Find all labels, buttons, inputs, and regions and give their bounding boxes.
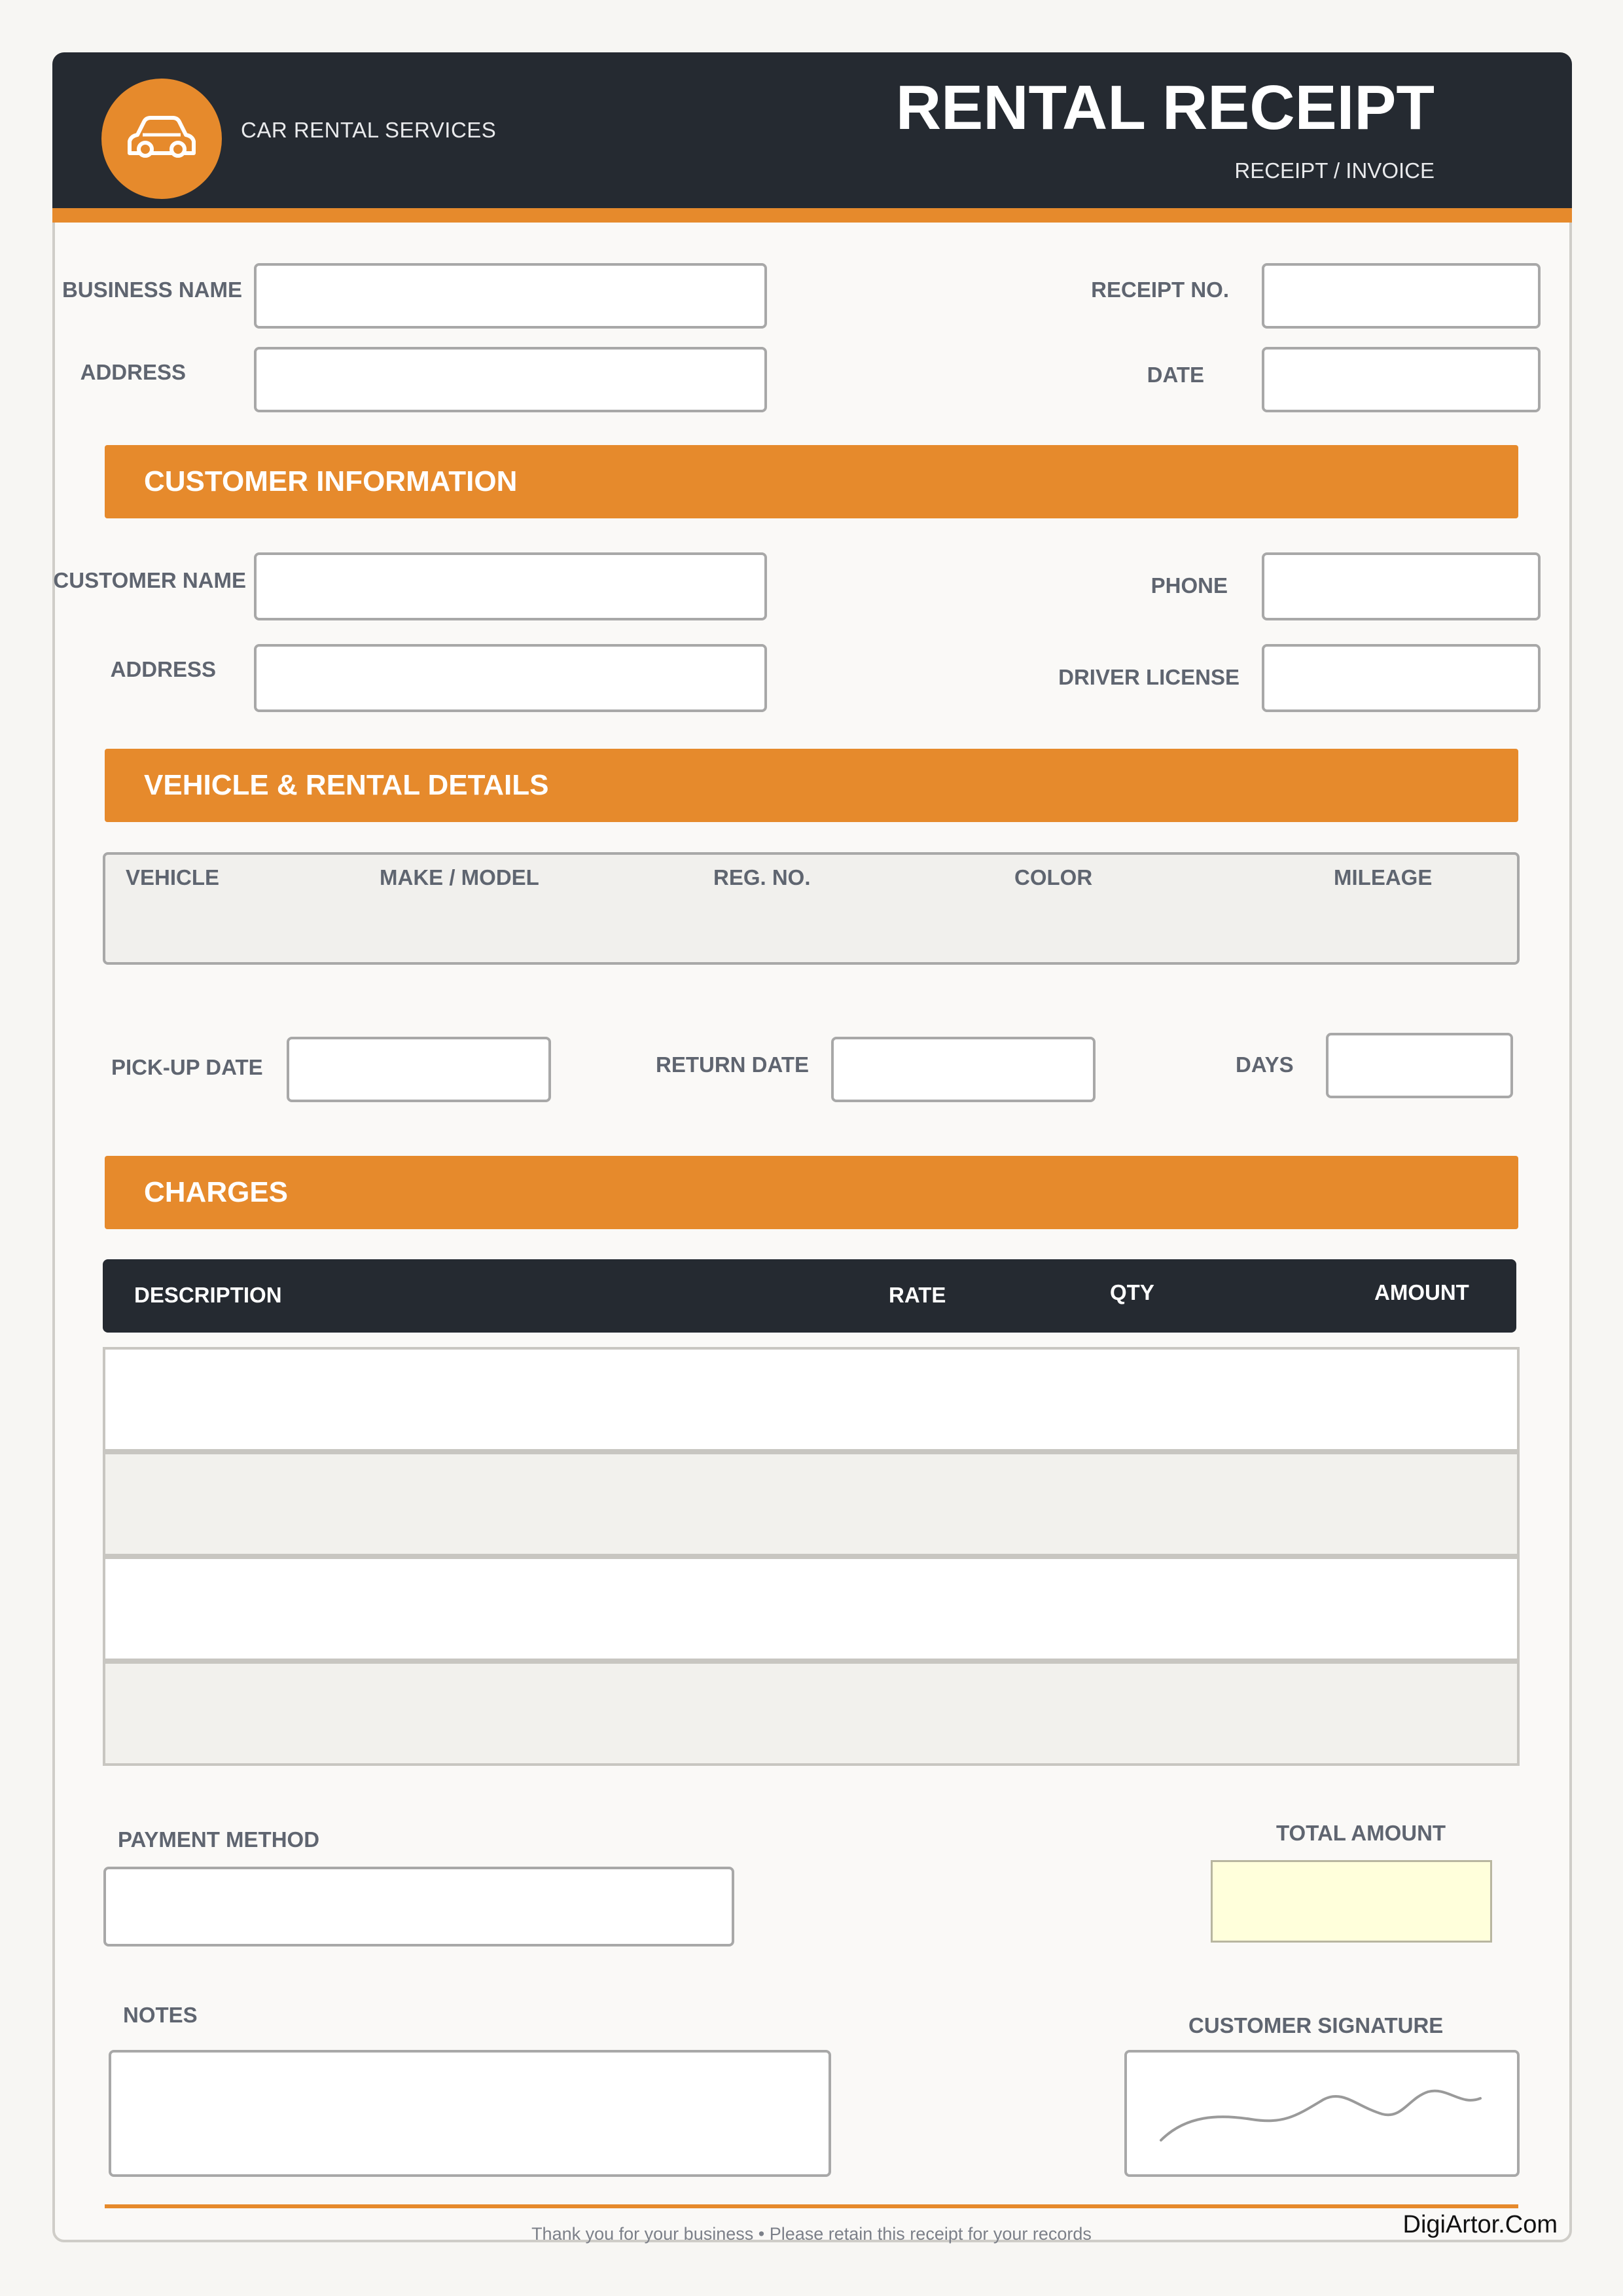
business-address-label: ADDRESS	[80, 360, 186, 384]
date-label: DATE	[1147, 363, 1204, 387]
total-amount-field[interactable]	[1211, 1860, 1492, 1943]
signature-scribble	[1127, 2053, 1517, 2174]
notes-field[interactable]	[109, 2050, 831, 2177]
charges-row[interactable]	[103, 1661, 1520, 1766]
return-date-label: RETURN DATE	[656, 1052, 810, 1077]
customer-name-field[interactable]	[254, 552, 767, 620]
pickup-date-field[interactable]	[287, 1037, 551, 1102]
charges-section-header	[105, 1156, 1518, 1229]
receipt-no-label: RECEIPT NO.	[1091, 278, 1229, 302]
driver-license-label: DRIVER LICENSE	[1058, 665, 1240, 689]
return-date-field[interactable]	[831, 1037, 1096, 1102]
total-amount-label: TOTAL AMOUNT	[1276, 1821, 1446, 1845]
business-address-field[interactable]	[254, 347, 767, 412]
charges-row[interactable]	[103, 1347, 1520, 1452]
vehicle-col-mileage: MILEAGE	[1334, 865, 1433, 889]
notes-label: NOTES	[123, 2003, 198, 2027]
charges-col-qty: QTY	[1110, 1280, 1154, 1304]
signature-label: CUSTOMER SIGNATURE	[1188, 2013, 1444, 2037]
vehicle-col-vehicle: VEHICLE	[126, 865, 220, 889]
customer-address-label: ADDRESS	[110, 657, 216, 681]
date-field[interactable]	[1262, 347, 1541, 412]
vehicle-section-title: VEHICLE & RENTAL DETAILS	[144, 769, 549, 801]
business-name-label: BUSINESS NAME	[62, 278, 242, 302]
charges-section-title: CHARGES	[144, 1176, 289, 1208]
vehicle-table[interactable]	[103, 852, 1520, 965]
driver-license-field[interactable]	[1262, 644, 1541, 712]
logo	[101, 79, 222, 199]
business-name-field[interactable]	[254, 263, 767, 329]
charges-col-amount: AMOUNT	[1374, 1280, 1469, 1304]
page-title: RENTAL RECEIPT	[895, 73, 1435, 143]
charges-col-description: DESCRIPTION	[134, 1283, 282, 1307]
phone-field[interactable]	[1262, 552, 1541, 620]
footer-text: Thank you for your business • Please retain this receipt for your records	[531, 2224, 1092, 2244]
days-label: DAYS	[1236, 1052, 1294, 1077]
receipt-no-field[interactable]	[1262, 263, 1541, 329]
customer-section-header	[105, 445, 1518, 518]
phone-label: PHONE	[1150, 573, 1228, 598]
charges-table-header	[103, 1259, 1516, 1333]
customer-section-title: CUSTOMER INFORMATION	[144, 465, 518, 497]
charges-row[interactable]	[103, 1452, 1520, 1556]
page-subtitle: RECEIPT / INVOICE	[1234, 158, 1435, 183]
vehicle-section-header	[105, 749, 1518, 822]
vehicle-col-reg-no: REG. NO.	[713, 865, 811, 889]
brand-watermark: DigiArtor.Com	[1402, 2211, 1558, 2238]
car-icon	[126, 113, 198, 165]
header-accent-rule	[52, 208, 1572, 223]
payment-method-label: PAYMENT METHOD	[118, 1827, 320, 1852]
customer-address-field[interactable]	[254, 644, 767, 712]
signature-box[interactable]	[1124, 2050, 1520, 2177]
charges-col-rate: RATE	[889, 1283, 946, 1307]
payment-method-field[interactable]	[103, 1867, 734, 1946]
footer-rule	[105, 2204, 1518, 2208]
days-field[interactable]	[1326, 1033, 1513, 1098]
vehicle-col-color: COLOR	[1014, 865, 1093, 889]
customer-name-label: CUSTOMER NAME	[53, 568, 246, 592]
charges-row[interactable]	[103, 1556, 1520, 1661]
vehicle-col-make-model: MAKE / MODEL	[380, 865, 539, 889]
pickup-date-label: PICK-UP DATE	[111, 1055, 263, 1079]
company-name: CAR RENTAL SERVICES	[241, 118, 497, 142]
